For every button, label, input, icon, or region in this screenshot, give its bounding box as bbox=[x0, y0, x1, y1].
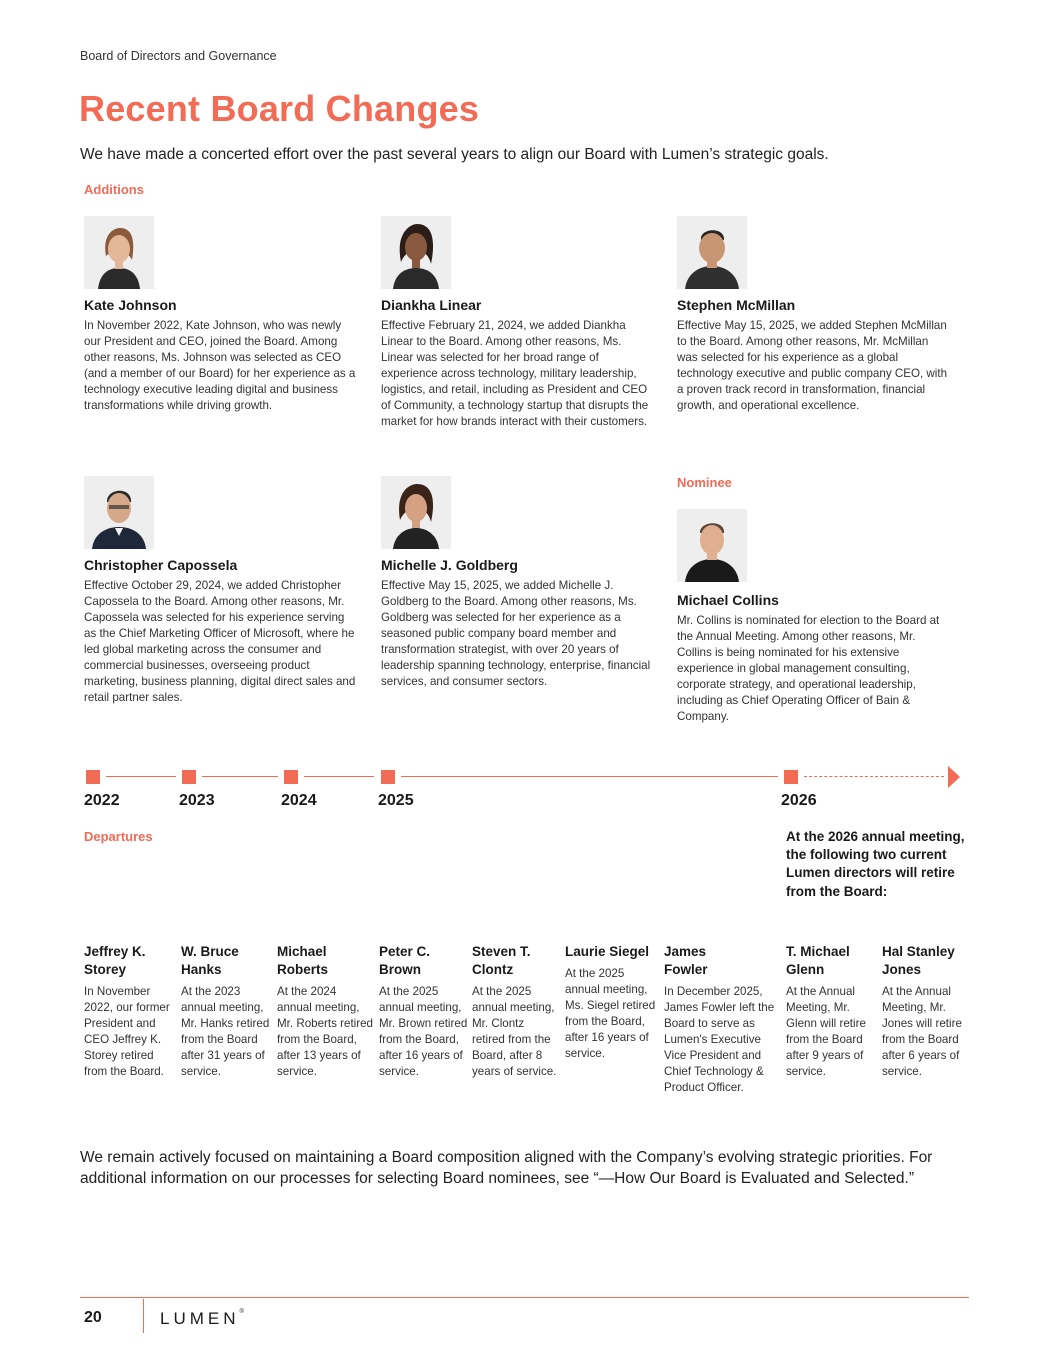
timeline-line bbox=[202, 776, 278, 777]
timeline-arrow-icon bbox=[948, 766, 960, 788]
portrait-photo bbox=[84, 216, 154, 289]
departure-item bbox=[565, 943, 659, 1062]
member-name: Diankha Linear bbox=[381, 297, 482, 313]
departure-name: Steven T. Clontz bbox=[472, 944, 531, 978]
departure-description: At the 2024 annual meeting, Mr. Roberts retired from the Board, after 13 years of service. bbox=[277, 985, 373, 1079]
year-label: 2022 bbox=[84, 792, 120, 809]
year-label: 2025 bbox=[378, 792, 414, 809]
timeline-line bbox=[106, 776, 176, 777]
portrait-photo bbox=[381, 476, 451, 549]
registered-mark: ® bbox=[239, 1309, 244, 1315]
departure-description: At the 2025 annual meeting, Mr. Brown retired from the Board, after 16 years of service. bbox=[379, 985, 468, 1079]
departure-item bbox=[786, 943, 878, 1080]
year-label: 2024 bbox=[281, 792, 317, 809]
timeline-line bbox=[304, 776, 374, 777]
departure-item bbox=[379, 943, 469, 1080]
departure-name: Laurie Siegel bbox=[565, 944, 650, 959]
departure-item bbox=[664, 943, 780, 1096]
member-description: Effective February 21, 2024, we added Diankha Linear to the Board. Among other reasons, Ms. Linear was selected for her broad range of experience across technology, military leadership, logistics, and retail, including as President and CEO of Community, a technology startup that disrupts the market for how brands interact with their customers. bbox=[381, 319, 649, 428]
member-description: In November 2022, Kate Johnson, who was newly our President and CEO, joined the Board. Among other reasons, Ms. Johnson was selected as CEO (and a member of our Board) for her experience as a technology executive leading digital and business transformations while driving growth. bbox=[84, 319, 356, 412]
departure-description: At the 2023 annual meeting, Mr. Hanks retired from the Board after 31 years of service. bbox=[181, 985, 270, 1079]
member-name: Kate Johnson bbox=[84, 297, 177, 313]
departure-name: W. Bruce Hanks bbox=[181, 944, 239, 978]
departure-description: In November 2022, our former President and CEO Jeffrey K. Storey retired from the Board. bbox=[84, 985, 170, 1079]
additions-heading: Additions bbox=[84, 182, 144, 197]
member-description: Effective October 29, 2024, we added Christopher Capossela to the Board. Among other reasons, Mr. Capossela was selected for his experience serving as the Chief Marketing Officer of Microsoft, where he led global marketing across the consumer and commercial businesses, overseeing product marketing, business planning, digital direct sales and retail partner sales. bbox=[84, 579, 356, 704]
retirement-note: At the 2026 annual meeting, the following two current Lumen directors will retire from the Board: bbox=[786, 829, 965, 899]
departure-item bbox=[277, 943, 373, 1080]
board-member-card bbox=[677, 216, 949, 414]
departure-item bbox=[882, 943, 972, 1080]
departure-description: At the 2025 annual meeting, Ms. Siegel retired from the Board, after 16 years of service. bbox=[565, 967, 656, 1061]
section-label: Board of Directors and Governance bbox=[80, 49, 277, 63]
nominee-heading: Nominee bbox=[677, 475, 732, 490]
logo-text: LUMEN bbox=[160, 1309, 240, 1328]
departure-name: Michael Roberts bbox=[277, 944, 329, 978]
departure-name: Peter C. Brown bbox=[379, 944, 431, 978]
member-description: Effective May 15, 2025, we added Stephen McMillan to the Board. Among other reasons, Mr. McMillan was selected for his experience as a global technology executive and public company CEO, with a proven track record in transformation, financial growth, and operational excellence. bbox=[677, 319, 948, 412]
board-member-card bbox=[381, 476, 653, 690]
departure-name: T. Michael Glenn bbox=[786, 944, 850, 978]
member-name: Christopher Capossela bbox=[84, 557, 238, 573]
departure-item bbox=[84, 943, 176, 1080]
timeline-marker bbox=[381, 770, 395, 784]
nominee-description: Mr. Collins is nominated for election to the Board at the Annual Meeting. Among other reasons, Mr. Collins is being nominated for his extensive experience in global management consulting, corporate strategy, and operational leadership, including as Chief Operating Officer of Bain & Company. bbox=[677, 614, 940, 723]
departure-name: Hal Stanley Jones bbox=[882, 944, 955, 978]
portrait-photo bbox=[677, 509, 747, 582]
timeline-marker bbox=[86, 770, 100, 784]
timeline-marker bbox=[284, 770, 298, 784]
portrait-photo bbox=[677, 216, 747, 289]
board-member-card bbox=[381, 216, 653, 430]
board-member-card bbox=[84, 216, 356, 414]
departure-item bbox=[181, 943, 273, 1080]
page-number: 20 bbox=[84, 1309, 102, 1326]
departure-description: In December 2025, James Fowler left the Board to serve as Lumen's Executive Vice President and Chief Technology & Product Officer. bbox=[664, 985, 775, 1095]
member-name: Stephen McMillan bbox=[677, 297, 796, 313]
nominee-card bbox=[677, 509, 949, 725]
intro-text: We have made a concerted effort over the past several years to align our Board with Lumen’s strategic goals. bbox=[80, 146, 829, 163]
portrait-photo bbox=[84, 476, 154, 549]
year-label: 2026 bbox=[781, 792, 817, 809]
departure-description: At the Annual Meeting, Mr. Glenn will retire from the Board after 9 years of service. bbox=[786, 985, 866, 1079]
member-description: Effective May 15, 2025, we added Michelle J. Goldberg to the Board. Among other reasons, Ms. Goldberg was selected for her experience as a seasoned public company board member and transformation strategist, with over 20 years of leadership spanning technology, enterprise, financial services, and consumer sectors. bbox=[381, 579, 651, 688]
member-name: Michelle J. Goldberg bbox=[381, 557, 518, 573]
departure-description: At the Annual Meeting, Mr. Jones will retire from the Board after 6 years of service. bbox=[882, 985, 962, 1079]
departure-name: James Fowler bbox=[664, 944, 708, 978]
departure-item bbox=[472, 943, 560, 1080]
portrait-photo bbox=[381, 216, 451, 289]
board-member-card bbox=[84, 476, 356, 706]
year-label: 2023 bbox=[179, 792, 215, 809]
timeline bbox=[84, 766, 964, 790]
timeline-line bbox=[401, 776, 778, 777]
departures-heading: Departures bbox=[84, 829, 153, 844]
footer-divider bbox=[80, 1297, 969, 1298]
timeline-marker bbox=[784, 770, 798, 784]
closing-paragraph: We remain actively focused on maintaining a Board composition aligned with the Company’s evolving strategic priorities. For additional information on our processes for selecting Board nominees, see “—How Our Board is Evaluated and Selected.” bbox=[80, 1149, 933, 1187]
timeline-dashed-line bbox=[804, 776, 944, 777]
departure-name: Jeffrey K. Storey bbox=[84, 944, 146, 978]
departure-description: At the 2025 annual meeting, Mr. Clontz retired from the Board, after 8 years of service. bbox=[472, 985, 557, 1079]
nominee-name: Michael Collins bbox=[677, 592, 779, 608]
page-title: Recent Board Changes bbox=[79, 88, 480, 129]
timeline-marker bbox=[182, 770, 196, 784]
footer-vertical-divider bbox=[143, 1299, 144, 1333]
lumen-logo bbox=[160, 1309, 244, 1329]
